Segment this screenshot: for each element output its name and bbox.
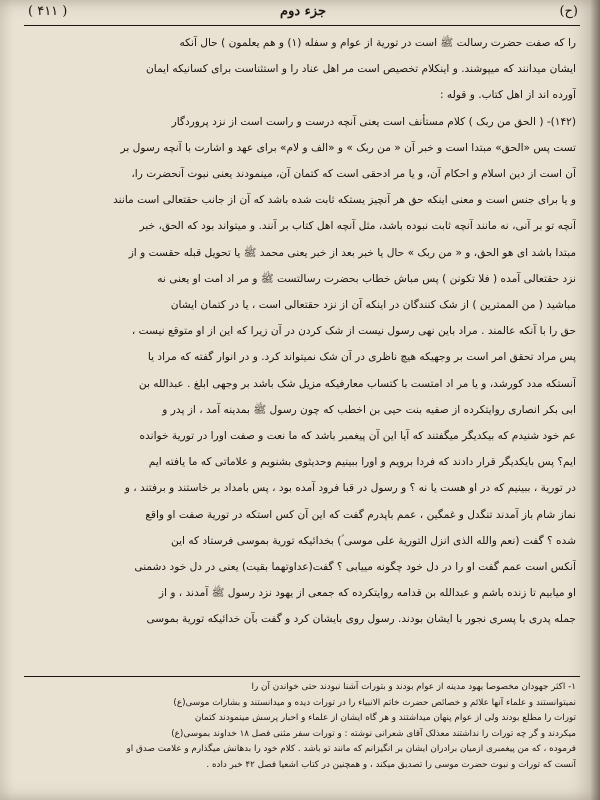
text-line: شده ؟ گفت (نعم والله الذی انزل التورية علی موسی ؑ) بخدائیکه توریة بموسی فرستاد که این: [171, 534, 576, 547]
text-line: (۱۴۲)- ( الحق من ربک ) کلام مستأنف است یعنی آنچه درست و راست است از نزد پروردگار: [171, 115, 576, 128]
text-line: ایشان میدانند که میپوشند. و اینکلام تخصیص است مر اهل عناد را و استثناست برای کسانیکه ایمان: [146, 63, 576, 76]
footnote-line: آنست که تورات و نبوت حضرت موسی را تصدیق میکند ، و همچنین در کتاب اشعیا فصل ۴۲ خبر داده .: [206, 759, 576, 770]
running-header: [28, 4, 578, 26]
text-line: ابی بکر انصاری روایتکرده از صفیه بنت حیی بن اخطب که چون رسول ﷺ بمدینه آمد ، از پدر و: [162, 403, 576, 416]
text-line: و یا برای جنس است و معنی اینکه حق هر آنچیز یستکه ثابت شده باشد که آن از جانب حقتعالی است مانند: [113, 194, 576, 207]
footnote-line: تورات را مطلع بودند ولی از عوام پنهان میداشتند و هر گاه ایشان از علماء و احبار پرسش مینمودند کتمان: [194, 713, 576, 724]
text-line: تست پس «الحق» مبتدا است و خبر آن « من ربک » و «الف و لام» برای عهد و اشارت با آنچه رسول بر: [120, 141, 576, 154]
header-rule: [24, 25, 580, 26]
text-line: را که صفت حضرت رسالت ﷺ است در توریة از عوام و سفله (۱) و هم یعلمون ) حال آنکه: [179, 37, 576, 49]
page-number: ( ۴۱۱ ): [28, 4, 68, 19]
footnotes: [22, 680, 576, 774]
part-title: جزء دوم: [280, 4, 326, 19]
text-line: آنکس است عمم گفت او را در دل خود چگونه مییابی ؟ گفت(عداوتهما بقيت) یعنی در دل خود دشمنی: [134, 561, 576, 574]
page-edge-shadow: [590, 0, 600, 800]
text-line: مباشید ( من الممترین ) از شک کنندگان در اینکه آن از نزد حقتعالی است ، یا در کتمان ایشان: [170, 299, 576, 312]
footnote-line: ۱- اکثر جهودان مخصوصا یهود مدینه از عوام بودند و بتورات آشنا نبودند حتی خواندن آن را: [251, 682, 576, 692]
footnote-rule: [24, 676, 580, 677]
text-line: حق را با آنکه عالمند . مراد باین نهی رسول نیست از شک کردن در آن زیرا که این از او متوقع نیست ،: [131, 325, 576, 338]
text-line: آن است از دین اسلام و احکام آن، و یا مر ادحقی است که کتمان آن، مینمودند یعنی نبوت آنحضرت را،: [131, 168, 576, 181]
text-line: آنستکه مدد کورشد، و یا مر اد امتست با کتساب معارفیکه مزیل شک باشد بر وجهی ابلغ . عبدالله بن: [138, 377, 576, 390]
footnote-line: میکردند و گر چه تورات را نداشتند معذلک آقای شعرانی نوشته : و تورات سفر مثنی فصل ۱۸ خداوند بموسی(ع): [171, 728, 576, 739]
text-line: جمله پدری با پسری نجور با ایشان بودند. رسول روی بایشان کرد و گفت بآن خدائیکه توریة بموسی: [146, 613, 576, 626]
text-line: عم خود شنیدم که بیکدیگر میگفتند که آیا این آن پیغمبر باشد که ما نعت و صفت اورا در توریة خوانده: [139, 430, 576, 443]
text-line: در توریة ، ببینیم که در او هست یا نه ؟ و رسول در قبا فرود آمده بود ، پس بامداد بر خاستند و برفتند ، و: [124, 482, 576, 495]
text-line: آنچه تو بر آنی، نه مانند آنچه ثابت نبوده باشد، مثل آنچه اهل کتاب بر آنند. و میتواند بود که الحق، خبر: [139, 220, 576, 233]
text-line: آورده اند از اهل کتاب. و قوله :: [439, 89, 576, 102]
footnote-line: فرموده ، که من پیغمبری ازمیان برادران ایشان بر انگیزانم که مانند تو باشد . کلام خود را بدهانش میگذارم و علامت صدق او: [126, 744, 576, 755]
text-line: نزد حقتعالی آمده ( فلا تکونن ) پس مباش خطاب بحضرت رسالتست ﷺ و مر اد امت او یعنی نه: [157, 272, 576, 285]
text-line: پس مراد تحقق امر است بر وجهیکه هیچ ناظری در آن شک نمیتواند کرد. و در انوار گفته که مراد یا: [147, 351, 576, 364]
text-line: نماز شام باز آمدند تنگدل و غمگین ، عمم باپدرم گفت که این آن کس استکه در توریة صفت او واقع: [145, 508, 576, 521]
chapter-marker: (ح): [559, 4, 578, 19]
text-line: مبتدا باشد ای هو الحق، و « من ربک » حال یا خبر بعد از خبر یعنی محمد ﷺ یا تحویل قبله حقست و از: [128, 246, 576, 259]
main-text: [22, 30, 576, 633]
text-line: ایم؟ پس بایکدیگر قرار دادند که فردا برویم و اورا ببینیم وحدیثوی بشنویم و علاماتی که ما یافته ایم: [148, 456, 576, 469]
text-line: او میابیم تا زنده باشم و عبدالله بن قدامه روایتکرده که جمعی از یهود نزد رسول ﷺ آمدند ، و از: [158, 587, 576, 600]
footnote-line: نمیتوانستند و علماء آنها علائم و خصائص حضرت خاتم الانبیاء را در تورات دیده و میدانستند و بشارات موسی(ع): [173, 697, 576, 708]
